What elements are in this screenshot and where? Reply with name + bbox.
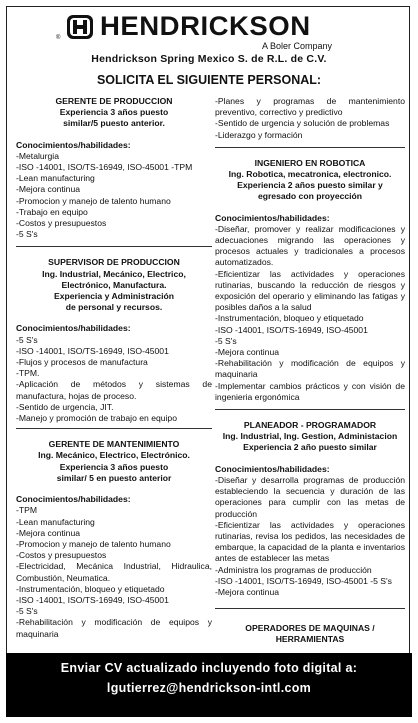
list-item: -Flujos y procesos de manufactura <box>16 357 148 368</box>
job-detail: Experiencia y Administración <box>53 291 175 302</box>
list-item: -5 S's <box>16 606 38 617</box>
list-item: -Costos y presupuestos <box>16 218 107 229</box>
list-item: -Manejo y promoción de trabajo en equipo <box>16 413 177 424</box>
list-item: -ISO -14001, ISO/TS-16949, ISO-45001 <box>215 324 368 335</box>
list-item: -Promocion y manejo de talento humano <box>16 538 171 549</box>
left-column <box>16 96 212 640</box>
job-detail: Ing. Mecánico, Electrico, Electrónico. <box>38 450 190 461</box>
section-label: Conocimientos/habilidades: <box>215 463 330 474</box>
job-title: GERENTE DE PRODUCCION <box>55 96 173 106</box>
job-detail: Electrónico, Manufactura. <box>61 279 167 290</box>
job-detail: similar/ 5 en puesto anterior <box>56 472 172 483</box>
list-item: -Instrumentación, bloqueo y etiquetado <box>215 313 364 324</box>
hendrickson-logo-icon <box>66 14 94 40</box>
job-title: OPERADORES DE MAQUINAS / <box>245 623 375 634</box>
list-item: -Sentido de urgencia, JIT. <box>16 401 114 412</box>
list-item: -Promocion y manejo de talento humano <box>16 195 171 206</box>
brand-logo <box>66 11 356 44</box>
company-line: Hendrickson Spring Mexico S. de R.L. de C.V. <box>91 53 327 65</box>
list-item: -TPM. <box>16 368 40 379</box>
list-item: -Sentido de urgencia y solución de problemas <box>215 118 390 129</box>
list-item: -Mejora continua <box>215 347 280 358</box>
list-item: -Rehabilitación y modificación de equipos y maquinaria <box>16 617 212 639</box>
list-item: -Mejora continua <box>16 184 81 195</box>
brand-tagline: A Boler Company <box>262 41 333 51</box>
job-planeador-programador <box>215 410 405 609</box>
list-item: -5 S's <box>16 229 38 240</box>
job-detail: Experiencia 3 años puesto <box>59 107 169 118</box>
list-item: -Lean manufacturing <box>16 516 95 527</box>
list-item: -5 S's <box>215 335 237 346</box>
list-item: -Administra los programas de producción <box>215 564 372 575</box>
list-item: -Costos y presupuestos <box>16 550 107 561</box>
section-label: Conocimientos/habilidades: <box>16 139 131 150</box>
page-headline: SOLICITA EL SIGUIENTE PERSONAL: <box>96 73 322 87</box>
job-detail: Experiencia 3 años puesto <box>59 461 169 472</box>
job-detail: Ing. Robotica, mecatronica, electronico. <box>228 169 392 180</box>
list-item: -ISO -14001, ISO/TS-16949, ISO-45001 -TPM <box>16 162 193 173</box>
registered-mark: ® <box>56 35 61 41</box>
job-ingeniero-robotica <box>215 148 405 410</box>
list-item: -Lean manufacturing <box>16 173 95 184</box>
list-item: -Aplicación de métodos y sistemas de manufactura, hojas de proceso. <box>16 379 212 401</box>
list-item: -Diseñar, promover y realizar modificaciones y adecuaciones migrando las operaciones y procesos actuales y tradicionales a procesos automatizados. <box>215 223 405 268</box>
list-item: -Diseñar y desarrolla programas de producción estableciendo la secuencia y duración de las operaciones para cumplir con las metas de producción <box>215 474 405 519</box>
list-item: -Instrumentación, bloqueo y etiquetado <box>16 583 165 594</box>
list-item: -ISO -14001, ISO/TS-16949, ISO-45001 <box>16 345 169 356</box>
list-item: -Planes y programas de mantenimiento preventivo, correctivo y predictivo <box>215 96 405 118</box>
job-detail: Ing. Industrial, Ing. Gestion, Administacion <box>222 431 398 442</box>
footer-instruction: Enviar CV actualizado incluyendo foto digital a: <box>60 661 358 675</box>
job-detail: similar/5 puesto anterior. <box>63 118 165 129</box>
list-item: -Trabajo en equipo <box>16 206 88 217</box>
job-title: GERENTE DE MANTENIMIENTO <box>48 439 180 450</box>
job-detail: Ing. Industrial, Mecánico, Electrico, <box>42 268 186 279</box>
section-label: Conocimientos/habilidades: <box>16 494 131 505</box>
section-label: Conocimientos/habilidades: <box>16 323 131 334</box>
job-gerente-produccion <box>16 96 212 247</box>
contact-email[interactable]: lgutierrez@hendrickson-intl.com <box>106 681 312 695</box>
list-item: -Eficientizar las actividades y operaciones rutinarias, buscando la reducción de riesgos y exposición del operario y eliminando las fatigas y posibles daños a la salud <box>215 268 405 313</box>
brand-name: HENDRICKSON <box>100 11 311 41</box>
list-item: -Liderazgo y formación <box>215 129 303 140</box>
job-detail: Experiencia 2 años puesto similar y <box>237 180 383 191</box>
job-detail: egresado con proyección <box>257 191 363 202</box>
job-title: SUPERVISOR DE PRODUCCION <box>48 257 180 268</box>
job-gerente-mantenimiento <box>16 429 212 639</box>
list-item: -ISO -14001, ISO/TS-16949, ISO-45001 -5 S's <box>215 575 392 586</box>
list-item: -Eficientizar las actividades y operaciones rutinarias, revisa los pedidos, las necesidades de embarque, la capacidad de la planta e inventarios antes de establecer las metas <box>215 519 405 564</box>
job-detail: de personal y recursos. <box>65 302 163 313</box>
list-item: -Implementar cambios prácticos y con visión de ingenieria ergonómica <box>215 380 405 402</box>
list-item: -Rehabilitación y modificación de equipos y maquinaria <box>215 358 405 380</box>
right-column <box>215 96 405 646</box>
contact-footer <box>6 653 412 717</box>
list-item: -TPM <box>16 505 38 516</box>
job-detail: HERRAMIENTAS <box>275 634 345 645</box>
list-item: -Mejora continua <box>16 527 81 538</box>
list-item: -Electricidad, Mecánica Industrial, Hidraulica, Combustión, Neumatica. <box>16 561 212 583</box>
job-title: PLANEADOR - PROGRAMADOR <box>243 420 377 431</box>
job-title: INGENIERO EN ROBOTICA <box>254 157 366 168</box>
job-operadores <box>215 609 405 645</box>
job-supervisor-produccion <box>16 247 212 429</box>
section-label: Conocimientos/habilidades: <box>215 212 330 223</box>
job-gerente-mantenimiento-continued <box>215 96 405 148</box>
job-detail: Experiencia 2 año puesto similar <box>243 442 377 453</box>
list-item: -Mejora continua <box>215 586 280 597</box>
list-item: -Metalurgia <box>16 150 59 161</box>
list-item: -5 S's <box>16 334 38 345</box>
list-item: -ISO -14001, ISO/TS-16949, ISO-45001 <box>16 594 169 605</box>
